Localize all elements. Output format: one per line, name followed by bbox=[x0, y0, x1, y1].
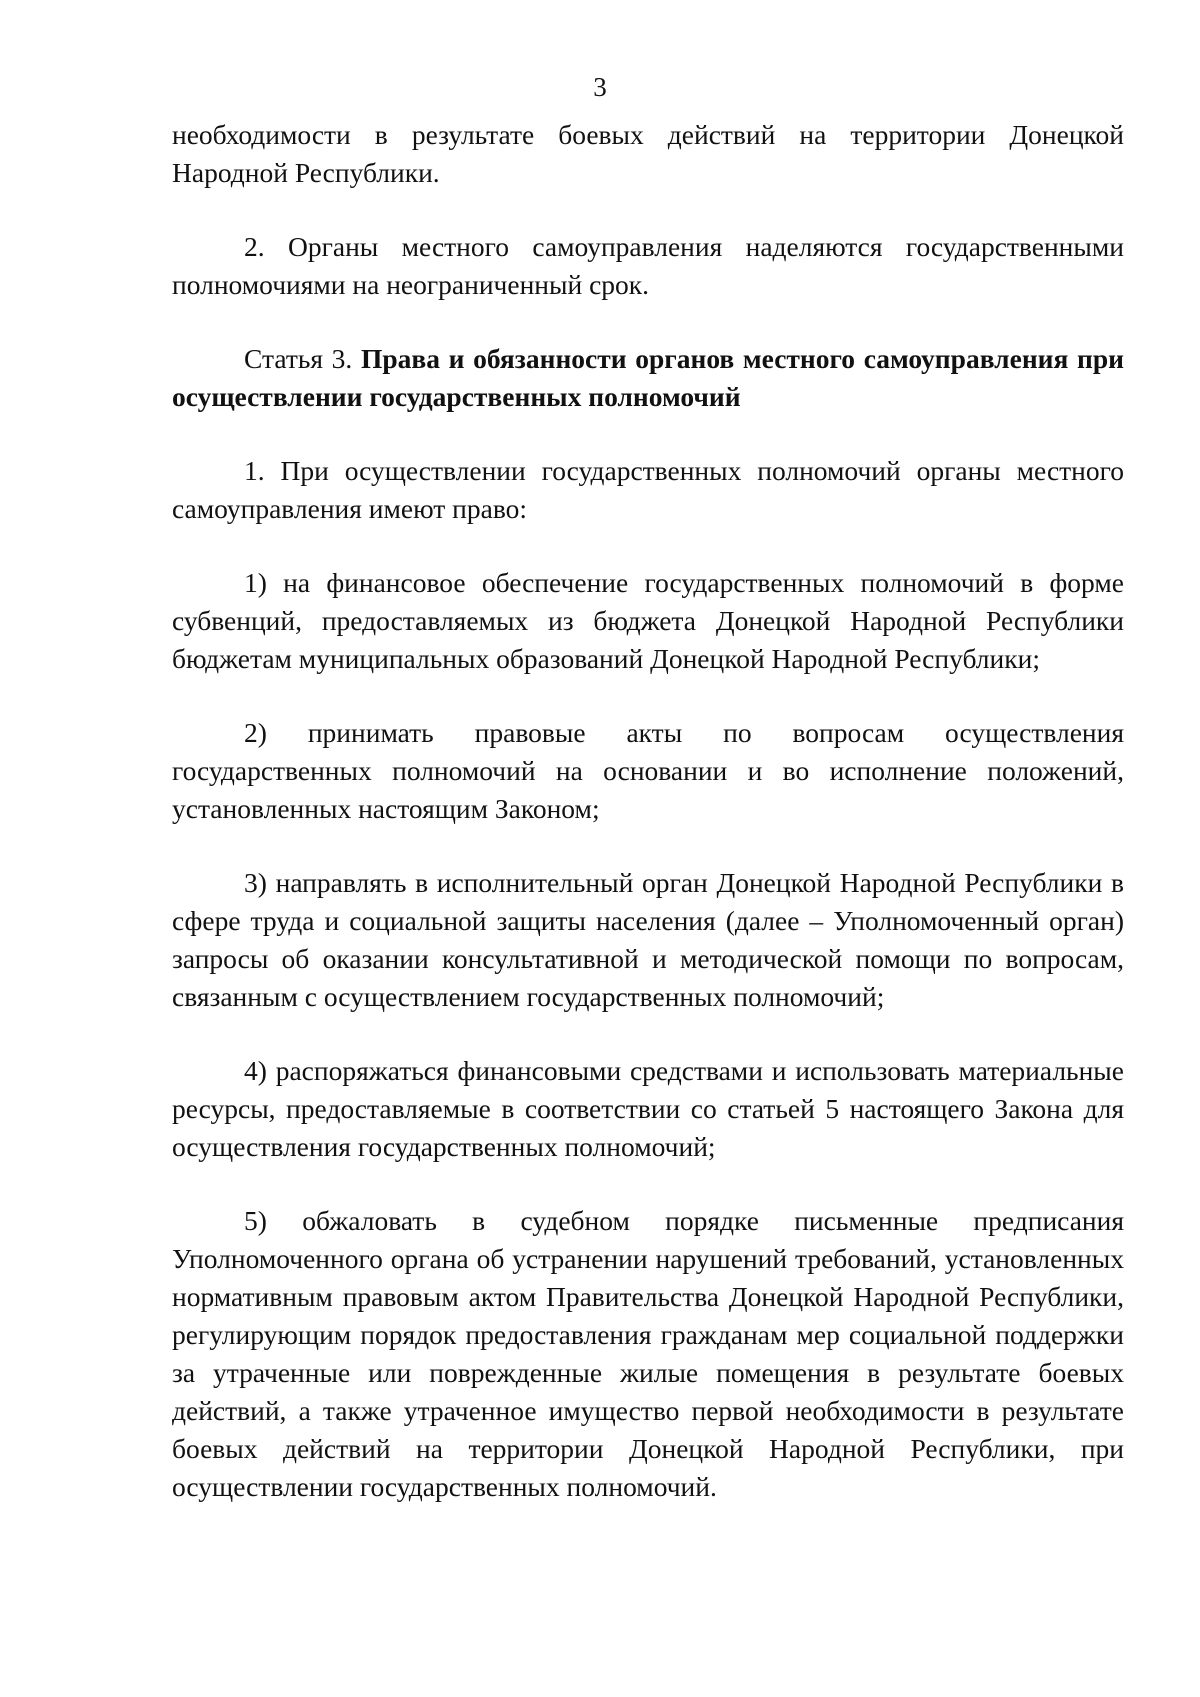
paragraph-continuation: необходимости в результате боевых действий на территории Донецкой Народной Республики. bbox=[172, 119, 1124, 188]
article-title: Права и обязанности органов местного самоуправления при осуществлении государственных полномочий bbox=[172, 343, 1125, 412]
page-number: 3 bbox=[593, 72, 607, 102]
paragraph-item-2: 2) принимать правовые акты по вопросам осуществления государственных полномочий на основании и во исполнение положений, установленных настоящим Законом; bbox=[172, 717, 1124, 824]
article-label: Статья 3. bbox=[244, 343, 353, 374]
paragraph-clause-1: 1. При осуществлении государственных полномочий органы местного самоуправления имеют право: bbox=[172, 455, 1124, 524]
paragraph-item-5: 5) обжаловать в судебном порядке письменные предписания Уполномоченного органа об устранении нарушений требований, установленных нормативным правовым актом Правительства Донецкой Народной Республики, регулирующим порядок предоставления гражданам мер социальной поддержки за утраченные или поврежденные жилые помещения в результате боевых действий, а также утраченное имущество первой необходимости в результате боевых действий на территории Донецкой Народной Республики, при осуществлении государственных полномочий. bbox=[172, 1205, 1124, 1502]
paragraph-item-1: 1) на финансовое обеспечение государственных полномочий в форме субвенций, предоставляемых из бюджета Донецкой Народной Республики бюджетам муниципальных образований Донецкой Народной Республики; bbox=[172, 567, 1124, 674]
article-heading bbox=[172, 340, 1124, 416]
paragraph-item-3: 3) направлять в исполнительный орган Донецкой Народной Республики в сфере труда и социальной защиты населения (далее – Уполномоченный орган) запросы об оказании консультативной и методической помощи по вопросам, связанным с осуществлением государственных полномочий; bbox=[172, 867, 1124, 1012]
paragraph-clause-2: 2. Органы местного самоуправления наделяются государственными полномочиями на неограниченный срок. bbox=[172, 231, 1124, 300]
document-body bbox=[172, 116, 1124, 1542]
paragraph-item-4: 4) распоряжаться финансовыми средствами и использовать материальные ресурсы, предоставляемые в соответствии со статьей 5 настоящего Закона для осуществления государственных полномочий; bbox=[172, 1055, 1124, 1162]
